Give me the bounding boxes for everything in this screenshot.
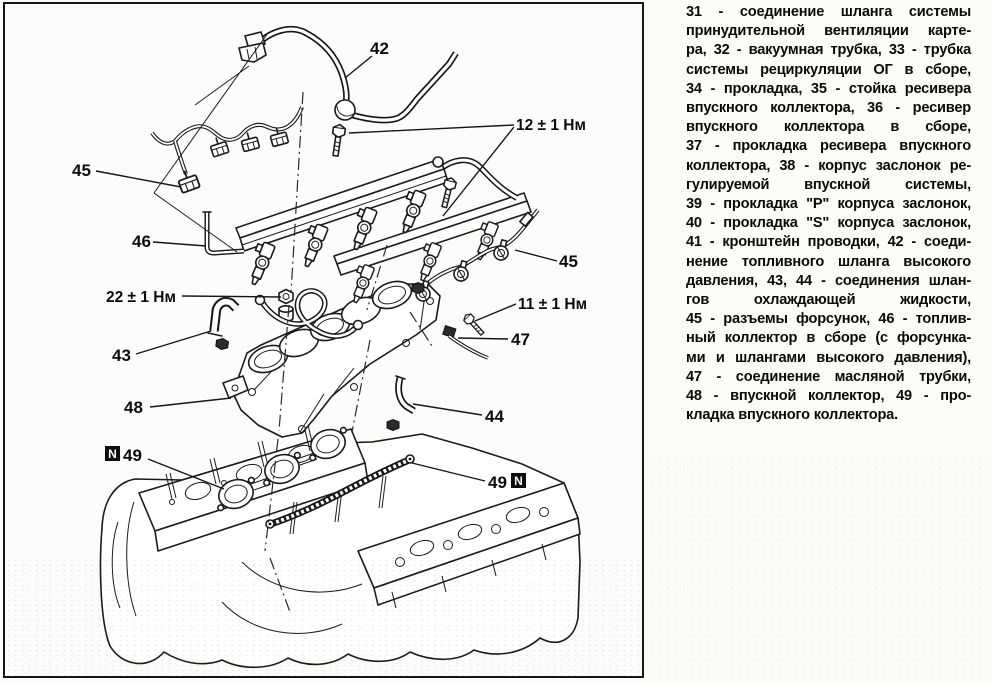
legend-line: принудительной вентиляции карте- (686, 23, 971, 40)
callout-label-45-right: 45 (559, 252, 578, 271)
nut-and-spacer-22nm-art (279, 290, 293, 322)
torque-label-11nm: 11 ± 1 Нм (518, 296, 588, 313)
small-bolt (412, 283, 424, 294)
legend-line: 40 - прокладка "S" корпуса заслонок, (686, 215, 971, 232)
legend-line: 34 - прокладка, 35 - стойка ресивера (686, 80, 971, 97)
legend-line: нение топливного шланга высокого (686, 253, 971, 270)
bolt-11nm (462, 312, 486, 337)
legend-line: кладка впускного коллектора. (686, 407, 898, 424)
legend-line: 48 - впускной коллектор, 49 - про- (686, 388, 971, 405)
callout-label-49-right: 49 (488, 473, 507, 492)
bolt-12nm-a (330, 124, 346, 157)
legend-line: коллектора, 38 - корпус заслонок ре- (686, 157, 971, 174)
legend-line: гов охлаждающей жидкости, (686, 292, 971, 309)
coolant-tube-44-art (387, 376, 414, 431)
diagram-frame (3, 2, 644, 678)
legend-line: ный коллектор в сборе (с форсунка- (686, 330, 971, 347)
legend-line: 45 - разъемы форсунок, 46 - топлив- (686, 311, 971, 328)
fuel-hose-42-art (239, 29, 456, 120)
callout-label-42: 42 (370, 39, 389, 58)
legend-line: 47 - соединение масляной трубки, (686, 368, 971, 385)
legend-line: системы рециркуляции ОГ в сборе, (686, 61, 971, 78)
callout-label-46: 46 (132, 232, 151, 251)
legend-line: впускного коллектора, 36 - ресивер (686, 100, 971, 117)
torque-label-22nm: 22 ± 1 Нм (106, 289, 176, 306)
scan-noise-right (648, 453, 992, 683)
new-part-marker-right: N (514, 474, 523, 488)
legend-line: давления, 43, 44 - соединения шлан- (686, 272, 971, 289)
legend-line: 41 - кронштейн проводки, 42 - соеди- (686, 234, 971, 251)
callout-label-43: 43 (112, 346, 131, 365)
wiring-harness-left-art (152, 107, 302, 193)
callout-label-49-left: 49 (123, 446, 142, 465)
legend-line: 31 - соединение шланга системы (686, 4, 971, 20)
legend-line: ра, 32 - вакуумная трубка, 33 - трубка (686, 42, 971, 59)
new-part-marker-left: N (108, 447, 117, 461)
coolant-elbow-43-art (208, 302, 236, 351)
callout-label-45-left: 45 (72, 161, 91, 180)
legend-line: впускного коллектора в сборе, (686, 119, 971, 136)
torque-label-12nm: 12 ± 1 Нм (516, 117, 586, 134)
callout-label-47: 47 (511, 330, 530, 349)
exploded-view-diagram (5, 4, 642, 676)
legend-line: 37 - прокладка ресивера впускного (686, 138, 971, 155)
legend-text (686, 3, 971, 425)
engine-block-art (101, 425, 580, 667)
legend-line: ми и шлангами высокого давления), (686, 349, 971, 366)
legend-line: гулируемой впускной системы, (686, 176, 971, 193)
callout-label-48: 48 (124, 398, 143, 417)
callout-labels (72, 39, 587, 492)
callout-label-44: 44 (485, 407, 504, 426)
legend-line: 39 - прокладка "P" корпуса заслонок, (686, 196, 971, 213)
